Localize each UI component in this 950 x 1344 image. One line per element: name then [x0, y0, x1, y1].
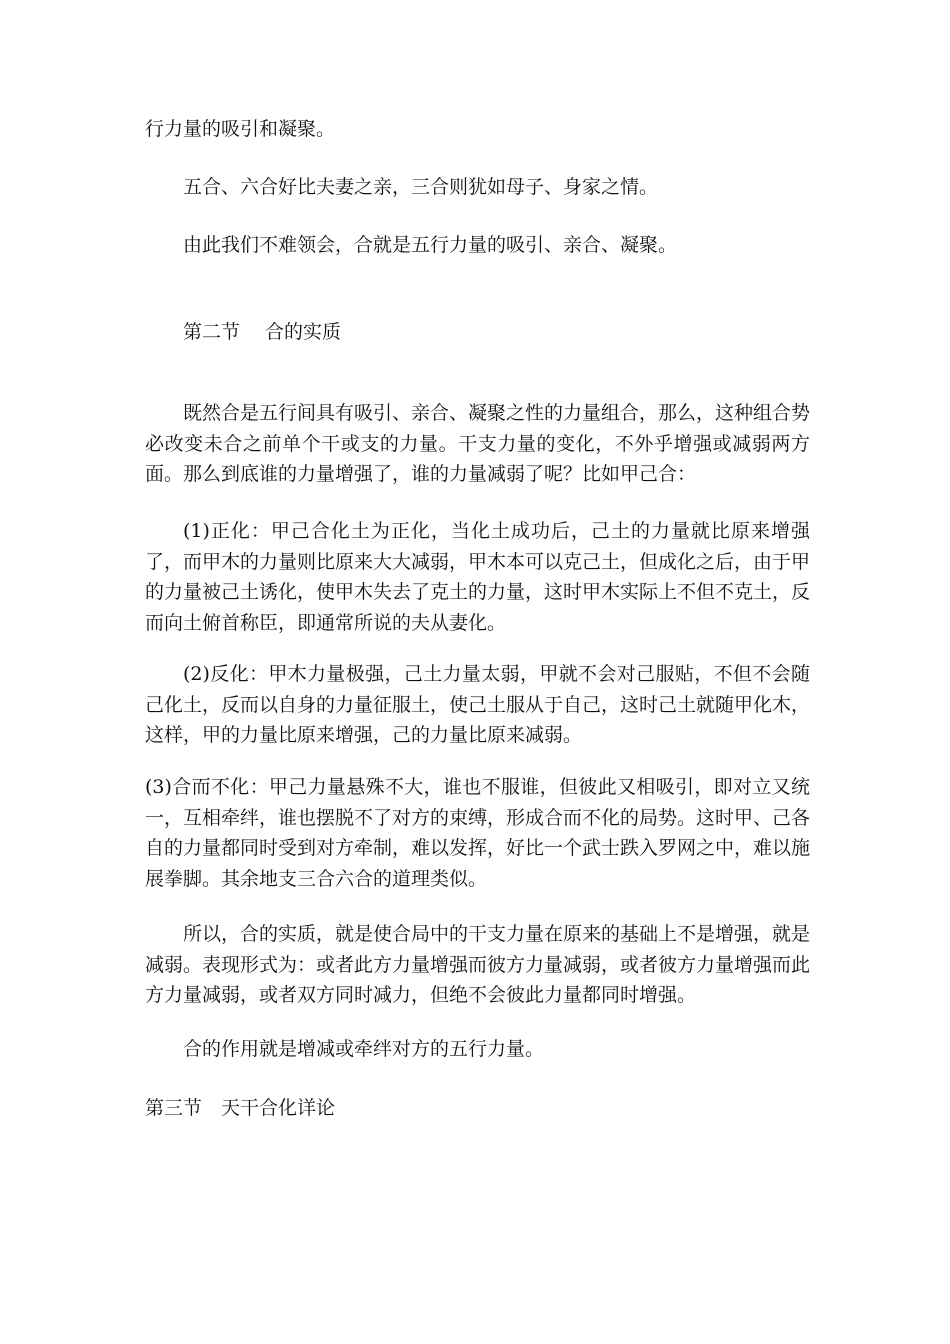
paragraph-essence-intro: 既然合是五行间具有吸引、亲合、凝聚之性的力量组合，那么，这种组合势必改变未合之前单个干或支的力量。干支力量的变化，不外乎增强或减弱两方面。那么到底谁的力量增强了，谁的力量减弱了呢？比如甲己合： [145, 402, 811, 485]
paragraph-continuation: 行力量的吸引和凝聚。 [145, 118, 336, 140]
paragraph-he-er-bu-hua: (3)合而不化：甲己力量悬殊不大，谁也不服谁，但彼此又相吸引，即对立又统一，互相牵绊，谁也摆脱不了对方的束缚，形成合而不化的局势。这时甲、己各自的力量都同时受到对方牵制，难以发挥，好比一个武士跌入罗网之中，难以施展拳脚。其余地支三合六合的道理类似。 [145, 776, 811, 890]
paragraph-function: 合的作用就是增减或牵绊对方的五行力量。 [183, 1038, 545, 1060]
paragraph-summary: 由此我们不难领会，合就是五行力量的吸引、亲合、凝聚。 [183, 234, 678, 256]
paragraph-zheng-hua: (1)正化：甲己合化土为正化，当化土成功后，己土的力量就比原来增强了，而甲木的力量则比原来大大减弱，甲木本可以克己土，但成化之后，由于甲的力量被己土诱化，使甲木失去了克土的力量，这时甲木实际上不但不克土，反而向土俯首称臣，即通常所说的夫从妻化。 [145, 520, 811, 634]
section-3-heading: 第三节 天干合化详论 [145, 1097, 336, 1119]
section-2-heading: 第二节 合的实质 [183, 321, 342, 343]
paragraph-fan-hua: (2)反化：甲木力量极强，己土力量太弱，甲就不会对己服贴，不但不会随己化土，反而以自身的力量征服土，使己土服从于自己，这时己土就随甲化木，这样，甲的力量比原来增强，己的力量比原来减弱。 [145, 663, 811, 746]
paragraph-wuhe-liuhe: 五合、六合好比夫妻之亲，三合则犹如母子、身家之情。 [183, 176, 659, 198]
paragraph-essence-conclusion: 所以，合的实质，就是使合局中的干支力量在原来的基础上不是增强，就是减弱。表现形式为：或者此方力量增强而彼方力量减弱，或者彼方力量增强而此方力量减弱，或者双方同时减力，但绝不会彼此力量都同时增强。 [145, 923, 811, 1006]
